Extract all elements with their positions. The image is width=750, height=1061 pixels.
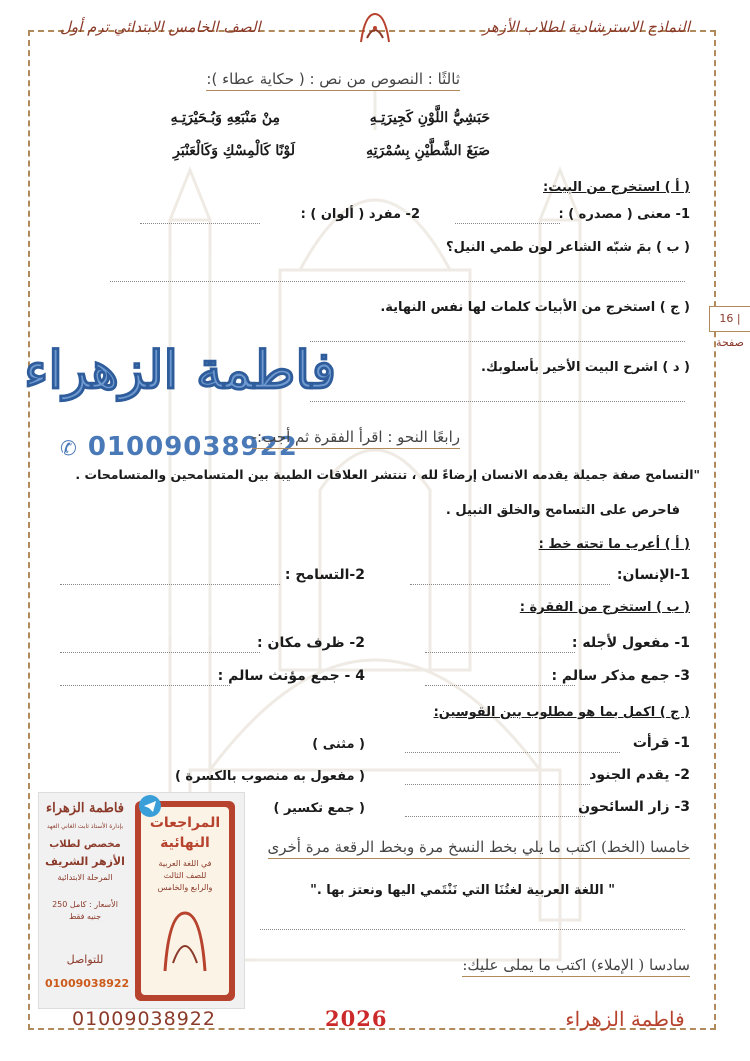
footer-phone: 01009038922 (72, 1008, 216, 1030)
s4-question-b4: 4 - جمع مؤنث سالم : (217, 668, 365, 684)
calligraphy-emblem-icon (355, 8, 395, 48)
poem-line2-right: صَبَغَ الشَّطَّيْنِ بِسُمْرَتِهِ (366, 143, 490, 159)
ad-info-panel (45, 799, 130, 999)
advertisement[interactable] (38, 792, 245, 1009)
header-title: النماذج الاسترشادية لطلاب الأزهر (482, 18, 690, 36)
ad-line2: مخصص لطلاب (49, 839, 121, 850)
book-sub2: للصف الثالث (163, 871, 207, 880)
answer-line[interactable] (405, 751, 620, 753)
answer-line[interactable] (425, 651, 575, 653)
s3-question-a1: 1- معنى ( مصدره ) : (558, 207, 690, 222)
answer-line[interactable] (110, 280, 685, 282)
poem-line1-left: مِنْ مَنْبَعِهِ وَبُـحَيْرَتِـهِ (170, 110, 280, 126)
page-number-value: 16 (719, 312, 734, 325)
header-grade: الصف الخامس الابتدائي ترم أول (60, 18, 261, 36)
ad-line1: بإدارة الأستاذ ثابت الغاني العهد (46, 823, 124, 830)
ad-book-cover (135, 801, 235, 1001)
page-number-label: صفحة (716, 336, 744, 349)
s4-question-b1: 1- مفعول لأجله : (571, 635, 690, 651)
s3-question-a: ( أ ) استخرج من البيت: (543, 180, 690, 195)
ad-line3: الأزهر الشريف (45, 855, 125, 868)
book-sub3: والرابع والخامس (157, 883, 213, 892)
answer-line[interactable] (405, 815, 585, 817)
s4-question-a: ( أ ) أعرب ما تحته خط : (538, 537, 690, 552)
s3-question-d: ( د ) اشرح البيت الأخير بأسلوبك. (481, 360, 690, 375)
section6-title: سادسا ( الإملاء) اكتب ما يملى عليك: (462, 956, 690, 977)
logo-text: فاطمة الزهراء (23, 340, 337, 401)
section5-title: خامسا (الخط) اكتب ما يلي بخط النسخ مرة وبخط الرقعة مرة أخرى (268, 838, 690, 859)
ad-logo: فاطمة الزهراء (45, 801, 125, 816)
s4-question-c3: 3- زار السائحون (578, 799, 690, 815)
s4-paragraph-line2: فاحرص على التسامح والخلق النبيل . (445, 503, 680, 518)
footer-year: 2026 (325, 1006, 388, 1031)
answer-line[interactable] (405, 783, 590, 785)
book-emblem-icon (159, 907, 211, 977)
telegram-icon[interactable] (139, 795, 161, 817)
s4-question-c1: 1- قرأت (632, 735, 690, 751)
s4-question-b: ( ب ) استخرج من الفقرة : (519, 600, 690, 615)
s4-question-a2: 2-التسامح : (284, 567, 365, 583)
answer-line[interactable] (425, 684, 575, 686)
book-sub1: في اللغة العربية (158, 859, 212, 868)
s4-question-c1-hint: ( مثنى ) (312, 737, 365, 752)
section4-title: رابعًا النحو : اقرأ الفقرة ثم أجب:- (252, 428, 460, 449)
whatsapp-icon: ✆ (60, 436, 78, 460)
s4-question-c2: 2- يقدم الجنود (589, 767, 690, 783)
answer-line[interactable] (310, 400, 685, 402)
footer-signature-logo (565, 998, 685, 1038)
s4-question-b2: 2- ظرف مكان : (257, 635, 365, 651)
s4-question-c2-hint: ( مفعول به منصوب بالكسرة ) (174, 769, 365, 784)
watermark-phone-number: 01009038922 (87, 432, 298, 462)
s3-question-b: ( ب ) بمَ شبّه الشاعر لون طمي النيل؟ (446, 240, 690, 255)
footer-signature-text: فاطمة الزهراء (565, 1007, 685, 1031)
poem-line2-left: لَوْنًا كَالْمِسْكِ وَكَالْعَنْبَرِ (173, 143, 295, 159)
s4-question-c: ( ج ) اكمل بما هو مطلوب بين القوسين: (433, 705, 690, 720)
s4-question-a1: 1-الإنسان: (616, 567, 690, 583)
s5-sentence: " اللغة العربية لغتُنَا التي نَنْتَمي اليها ونعتز بها ." (310, 883, 615, 898)
fatima-alzahraa-logo (23, 310, 337, 430)
answer-line[interactable] (60, 684, 230, 686)
answer-line[interactable] (60, 651, 260, 653)
s4-question-c3-hint: ( جمع تكسير ) (273, 801, 365, 816)
s3-question-c: ( ج ) استخرج من الأبيات كلمات لها نفس النهاية. (380, 300, 690, 315)
answer-line[interactable] (260, 928, 685, 930)
answer-line[interactable] (60, 583, 280, 585)
s4-paragraph-line1: "التسامح صفة جميلة يقدمه الانسان إرضاءً لله ، تنتشر العلاقات الطيبة بين المتسامحين والمتسامحات . (75, 467, 700, 482)
ad-line6: للتواصل (66, 953, 104, 966)
book-title2: النهائية (160, 835, 210, 851)
answer-line[interactable] (410, 583, 610, 585)
answer-line[interactable] (310, 340, 685, 342)
answer-line[interactable] (455, 222, 560, 224)
ad-line5: الأسعار : كامل 250 جنيه فقط (52, 900, 118, 921)
page-number-tab: 16 | صفحة (709, 306, 750, 332)
poem-line1-right: حَبَشِيُّ اللَّوْنِ كَجِيرَتِـهِ (369, 110, 490, 126)
s4-question-b3: 3- جمع مذكر سالم : (551, 668, 690, 684)
section3-title: ثالثًا : النصوص من نص : ( حكاية عطاء ): (206, 70, 460, 91)
s3-question-a2: 2- مفرد ( ألوان ) : (300, 207, 420, 222)
ad-phone: 01009038922 (45, 977, 130, 990)
ad-line4: المرحلة الابتدائية (57, 873, 113, 882)
answer-line[interactable] (140, 222, 260, 224)
book-title1: المراجعات (149, 815, 221, 831)
